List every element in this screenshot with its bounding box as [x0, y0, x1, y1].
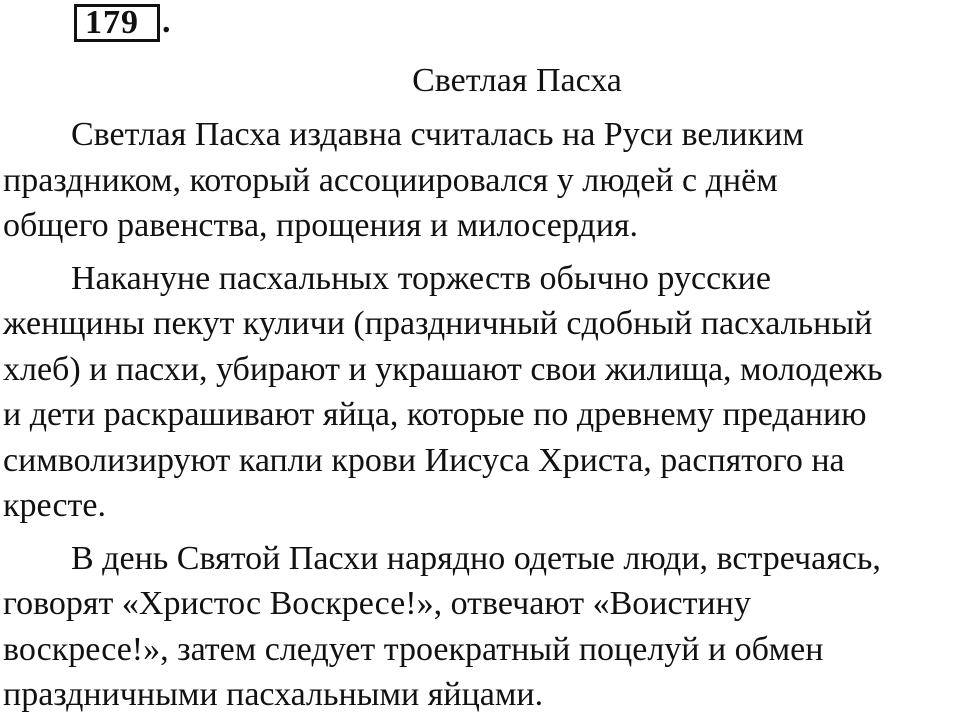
paragraph-line: В день Святой Пасхи нарядно одетые люди, встречаясь, [71, 539, 881, 577]
paragraph-line: кресте. [3, 487, 106, 524]
paragraph-line: символизируют капли крови Иисуса Христа, распятого на [3, 441, 845, 479]
paragraph-line: праздником, который ассоциировался у людей с днём [3, 161, 778, 199]
paragraph-line: общего равенства, прощения и милосердия. [3, 207, 639, 244]
paragraph-line: праздничными пасхальными яйцами. [3, 676, 544, 713]
paragraph-line: и дети раскрашивают яйца, которые по древнему преданию [3, 396, 867, 433]
exercise-number-box [74, 4, 160, 42]
paragraph-3 [3, 536, 959, 718]
exercise-number: 179 [85, 4, 139, 41]
paragraph-line: хлеб) и пасхи, убирают и украшают свои жилища, молодежь [3, 350, 883, 388]
paragraph-line: Накануне пасхальных торжеств обычно русские [71, 259, 771, 297]
paragraph-2 [3, 256, 959, 529]
paragraph-line: говорят «Христос Воскресе!», отвечают «Воистину [3, 585, 751, 622]
text-body [3, 112, 959, 718]
paragraph-line: Светлая Пасха издавна считалась на Руси великим [71, 116, 804, 153]
paragraph-1 [3, 112, 959, 249]
text-title: Светлая Пасха [412, 62, 622, 99]
paragraph-line: воскресе!», затем следует троекратный поцелуй и обмен [3, 630, 824, 668]
exercise-number-period: . [162, 3, 171, 40]
paragraph-line: женщины пекут куличи (праздничный сдобный пасхальный [3, 305, 873, 342]
